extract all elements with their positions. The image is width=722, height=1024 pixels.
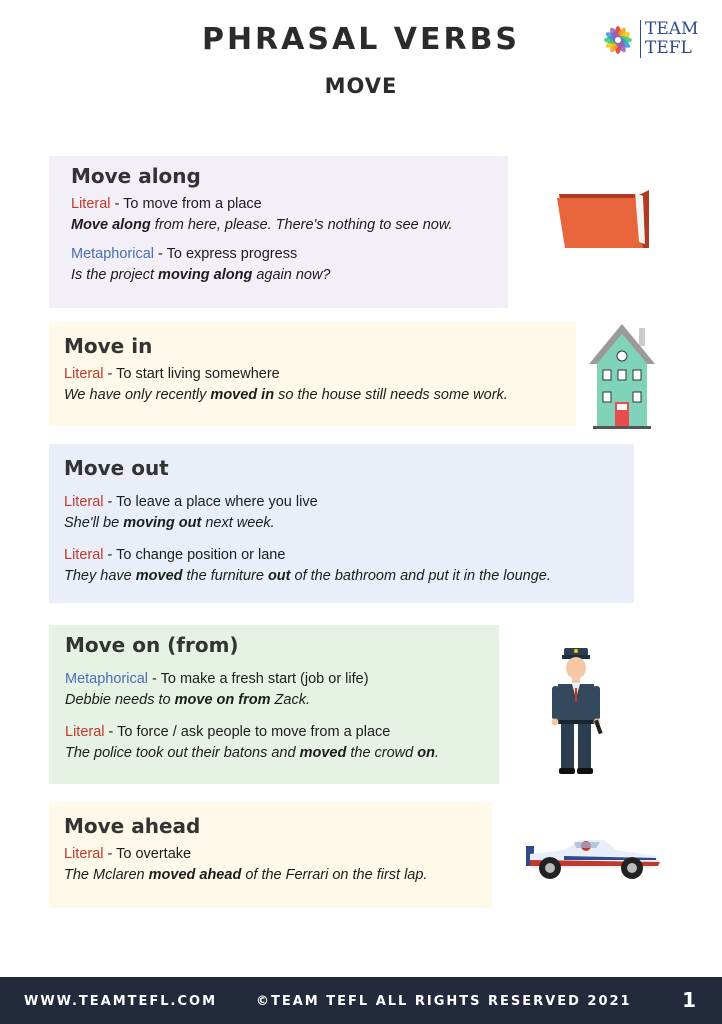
entry-example: The Mclaren moved ahead of the Ferrari on the first lap. [64, 867, 428, 883]
folder-illustration [555, 186, 651, 250]
card-move-on-from [49, 625, 499, 784]
entry-definition: Metaphorical - To express progress [71, 246, 298, 262]
entry-definition: Literal - To start living somewhere [64, 366, 280, 382]
team-tefl-logo [598, 20, 708, 62]
footer-bar [0, 977, 722, 1024]
entry-definition: Literal - To overtake [64, 846, 192, 862]
entry-example: Debbie needs to move on from Zack. [65, 692, 310, 708]
house-illustration [585, 322, 659, 430]
card-heading: Move on (from) [65, 633, 239, 657]
page-number: 1 [682, 988, 696, 1012]
entry-example: We have only recently moved in so the house still needs some work. [64, 387, 508, 403]
entry-example: Move along from here, please. There's nothing to see now. [71, 217, 453, 233]
card-move-ahead [49, 802, 492, 908]
card-heading: Move in [64, 334, 153, 358]
entry-definition: Literal - To force / ask people to move from a place [65, 724, 391, 740]
card-move-along [49, 156, 508, 308]
race-car-illustration [524, 834, 664, 882]
entry-definition: Literal - To change position or lane [64, 547, 286, 563]
card-heading: Move along [71, 164, 201, 188]
entry-definition: Metaphorical - To make a fresh start (job or life) [65, 671, 369, 687]
entry-example: They have moved the furniture out of the bathroom and put it in the lounge. [64, 568, 551, 584]
logo-flower-icon [598, 20, 638, 60]
card-move-in [49, 322, 576, 426]
card-move-out [49, 444, 634, 603]
entry-example: The police took out their batons and moved the crowd on. [65, 745, 439, 761]
page-subtitle: MOVE [324, 74, 398, 98]
footer-copyright: ©TEAM TEFL ALL RIGHTS RESERVED 2021 [256, 994, 632, 1009]
entry-example: Is the project moving along again now? [71, 267, 331, 283]
card-heading: Move out [64, 456, 169, 480]
logo-text: TEAM TEFL [640, 20, 698, 58]
page-title: PHRASAL VERBS [201, 22, 521, 57]
entry-example: She'll be moving out next week. [64, 515, 275, 531]
entry-definition: Literal - To leave a place where you live [64, 494, 318, 510]
footer-website-link[interactable]: WWW.TEAMTEFL.COM [24, 994, 218, 1009]
police-officer-illustration [548, 646, 604, 776]
card-heading: Move ahead [64, 814, 201, 838]
entry-definition: Literal - To move from a place [71, 196, 262, 212]
